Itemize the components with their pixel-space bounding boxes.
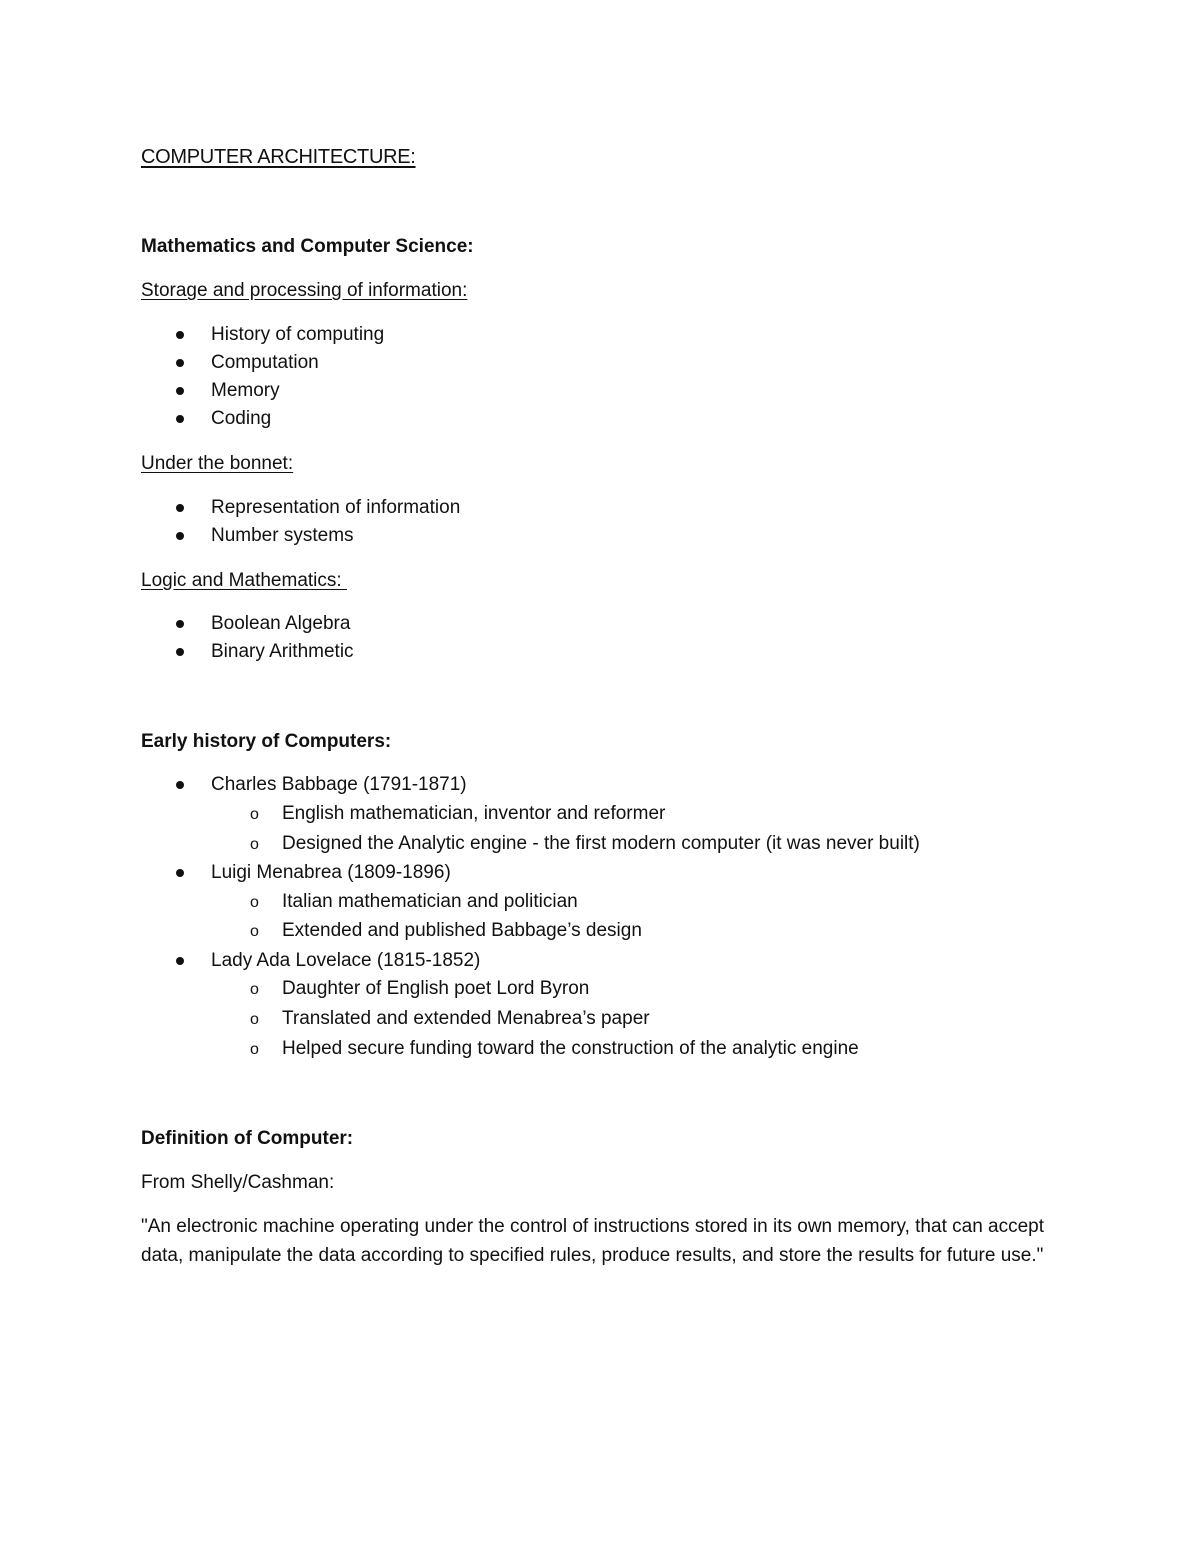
bullet-icon — [176, 504, 184, 512]
sub-bullet-marker: o — [250, 1041, 259, 1058]
section-heading-definition: Definition of Computer: — [141, 1128, 354, 1149]
list-item: Representation of information — [211, 497, 461, 518]
subheading-storage: Storage and processing of information: — [141, 280, 468, 301]
list-item-person: Charles Babbage (1791-1871) — [211, 774, 467, 795]
list-subitem: English mathematician, inventor and reformer — [282, 803, 666, 824]
bullet-icon — [176, 781, 184, 789]
bullet-icon — [176, 869, 184, 877]
definition-quote: "An electronic machine operating under the control of instructions stored in its own memory, that can accept data, manipulate the data according to specified rules, produce results, and store the results for future use." — [141, 1216, 1045, 1266]
list-item: Computation — [211, 352, 319, 373]
list-item-person: Luigi Menabrea (1809-1896) — [211, 862, 451, 883]
bullet-icon — [176, 387, 184, 395]
bullet-icon — [176, 359, 184, 367]
list-subitem: Daughter of English poet Lord Byron — [282, 978, 590, 999]
sub-bullet-marker: o — [250, 1011, 259, 1028]
list-item: Boolean Algebra — [211, 613, 351, 634]
definition-source: From Shelly/Cashman: — [141, 1172, 335, 1193]
list-item: Memory — [211, 380, 280, 401]
list-item: History of computing — [211, 324, 385, 345]
list-subitem: Helped secure funding toward the construction of the analytic engine — [282, 1038, 859, 1059]
list-item: Number systems — [211, 525, 354, 546]
list-item: Binary Arithmetic — [211, 641, 354, 662]
sub-bullet-marker: o — [250, 806, 259, 823]
sub-bullet-marker: o — [250, 981, 259, 998]
bullet-icon — [176, 648, 184, 656]
sub-bullet-marker: o — [250, 923, 259, 940]
list-subitem: Translated and extended Menabrea’s paper — [282, 1008, 650, 1029]
list-subitem: Extended and published Babbage’s design — [282, 920, 642, 941]
sub-bullet-marker: o — [250, 836, 259, 853]
bullet-icon — [176, 957, 184, 965]
section-heading-history: Early history of Computers: — [141, 731, 392, 752]
subheading-bonnet: Under the bonnet: — [141, 453, 294, 474]
list-item: Coding — [211, 408, 272, 429]
subheading-logic: Logic and Mathematics: — [141, 570, 347, 591]
list-item-person: Lady Ada Lovelace (1815-1852) — [211, 950, 481, 971]
bullet-icon — [176, 331, 184, 339]
list-subitem: Italian mathematician and politician — [282, 891, 578, 912]
bullet-icon — [176, 620, 184, 628]
sub-bullet-marker: o — [250, 894, 259, 911]
bullet-icon — [176, 415, 184, 423]
section-heading-math: Mathematics and Computer Science: — [141, 236, 474, 257]
page-title: COMPUTER ARCHITECTURE: — [141, 146, 416, 168]
list-subitem: Designed the Analytic engine - the first modern computer (it was never built) — [282, 833, 920, 854]
bullet-icon — [176, 532, 184, 540]
